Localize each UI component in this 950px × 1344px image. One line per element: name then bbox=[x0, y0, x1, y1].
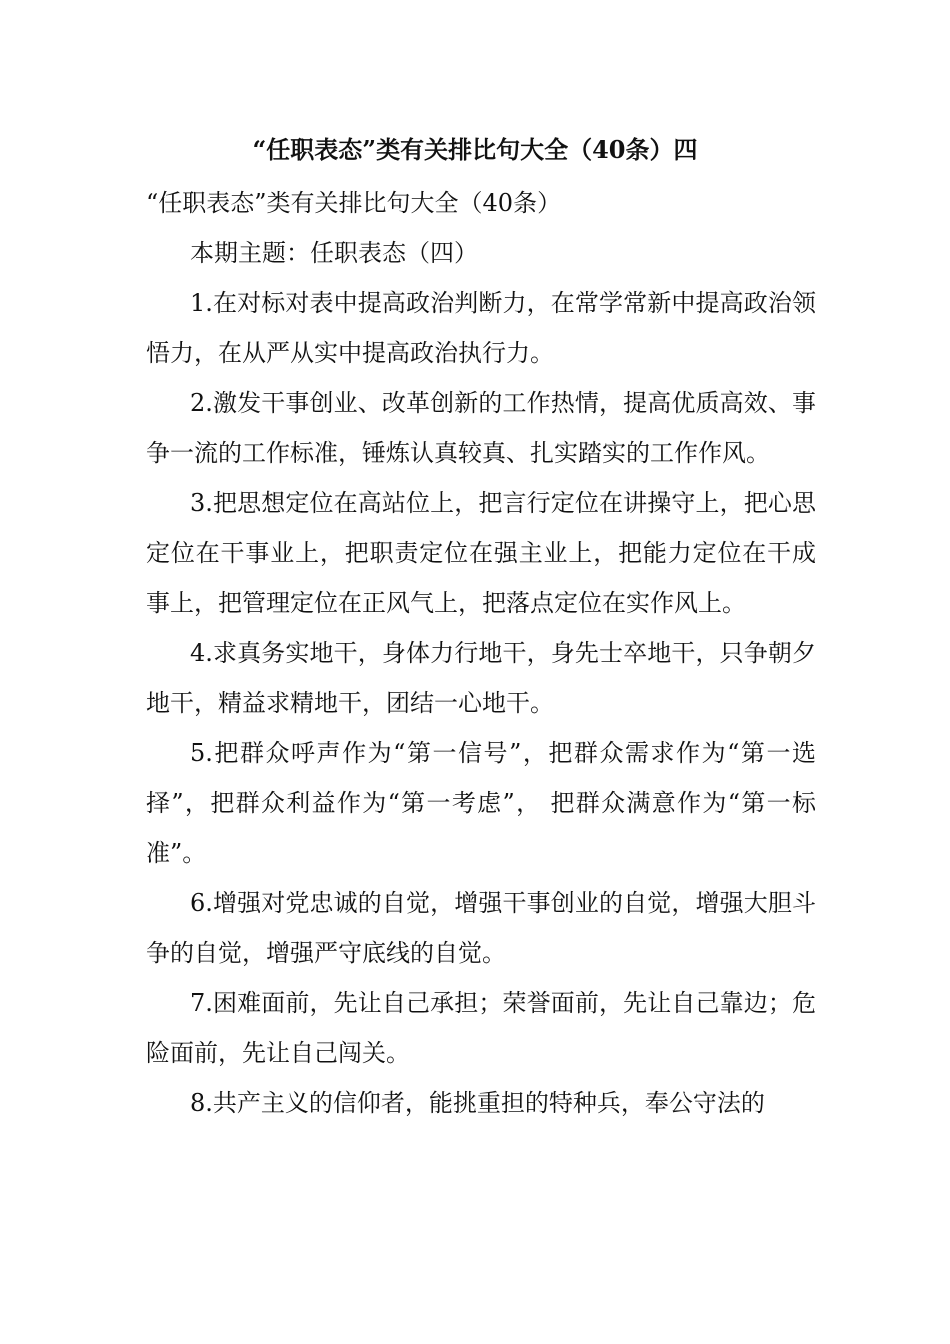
paragraph-6: 6.增强对党忠诚的自觉，增强干事创业的自觉，增强大胆斗争的自觉，增强严守底线的自觉。 bbox=[146, 889, 816, 967]
document-body bbox=[146, 178, 816, 1128]
paragraph-7: 7.困难面前，先让自己承担；荣誉面前，先让自己靠边；危险面前，先让自己闯关。 bbox=[146, 989, 816, 1067]
paragraph-5: 5.把群众呼声作为“第一信号”，把群众需求作为“第一选择”，把群众利益作为“第一考虑”， 把群众满意作为“第一标准”。 bbox=[146, 739, 816, 867]
paragraph-2: 2.激发干事创业、改革创新的工作热情，提高优质高效、事争一流的工作标准，锤炼认真较真、扎实踏实的工作作风。 bbox=[146, 389, 816, 467]
paragraph-4: 4.求真务实地干，身体力行地干，身先士卒地干，只争朝夕地干，精益求精地干，团结一心地干。 bbox=[146, 639, 816, 717]
paragraph-8: 8.共产主义的信仰者，能挑重担的特种兵，奉公守法的 bbox=[190, 1089, 765, 1117]
paragraph-1: 1.在对标对表中提高政治判断力，在常学常新中提高政治领悟力，在从严从实中提高政治执行力。 bbox=[146, 289, 816, 367]
document-subtitle: “任职表态”类有关排比句大全（40条） bbox=[146, 189, 562, 217]
paragraph-3: 3.把思想定位在高站位上，把言行定位在讲操守上，把心思定位在干事业上，把职责定位在强主业上，把能力定位在干成事上，把管理定位在正风气上，把落点定位在实作风上。 bbox=[146, 489, 816, 617]
theme-line: 本期主题：任职表态（四） bbox=[190, 239, 478, 267]
document-title: “任职表态”类有关排比句大全（40条）四 bbox=[252, 135, 698, 164]
